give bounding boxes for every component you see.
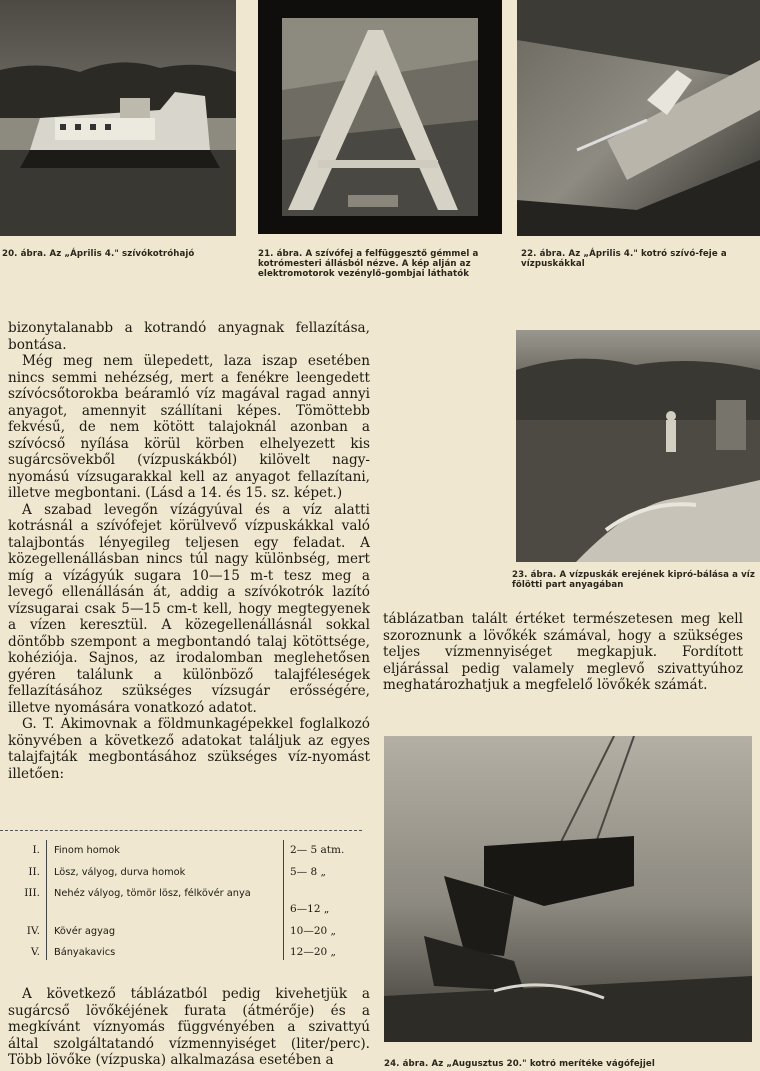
pressure-value: 5— 8 „ [290,866,326,878]
soil-type: Bányakavics [54,947,116,958]
figure-20-photo [0,0,236,236]
paragraph-2: Még meg nem ülepedett, laza iszap esetében nincs semmi nehézség, mert a fenékre leengedett szívócsőtorokba beáramló víz magával ragad annyi anyagot, amennyit szállítani képes. Tömöttebb fekvésű, de nem kötött talajoknál azonban a szívócső nyílása körül körben elhelyezett kis sugárcsövekből (vízpuskákból) kilövelt nagy-nyomású vízsugarakkal kell az anyagot fellazítani, illetve megbontani. (Lásd a 14. és 15. sz. képet.) [8,353,370,501]
figure-22-photo [517,0,760,236]
figure-21-caption: 21. ábra. A szívófej a felfüggesztő gémmel a kotrómesteri állásból nézve. A kép alján az elektromotorok vezénylő-gombjai láthatók [258,249,479,279]
row-number: V. [30,946,40,958]
paragraph-4: G. T. Akimovnak a földmunkagépekkel foglalkozó könyvében a következő adatokat találjuk az egyes talajfajták megbontásához szükséges víz-nyomást illetően: [8,716,370,782]
soil-type: Kövér agyag [54,926,116,937]
soil-type: Nehéz vályog, tömör lösz, félkövér anya [54,888,251,899]
paragraph-1: bizonytalanabb a kotrandó anyagnak fellazítása, bontása. [8,320,370,353]
pressure-value: 2— 5 atm. [290,844,345,856]
left-column-text-top [8,320,370,782]
table-row [0,844,370,862]
figure-23-photo [516,330,760,562]
figure-21-photo [258,0,502,234]
figure-20-caption: 20. ábra. Az „Április 4." szívókotróhajó [2,249,195,259]
table-row [0,866,370,884]
table-row [0,887,370,919]
figure-24-caption: 24. ábra. Az „Augusztus 20." kotró merítéke vágófejjel [384,1059,655,1069]
paragraph-3: A szabad levegőn vízágyúval és a víz alatti kotrásnál a szívófejet körülvevő vízpuskákkal való talajbontás lényegileg teljesen egy feladat. A közegellenállásban nincs túl nagy különbség, mert míg a vízágyúk sugara 10—15 m-t tesz meg a levegő ellenállásán át, addig a szívókotrók lazító vízsugarai csak 5—15 cm-t kell, hogy megtegyenek a vízen keresztül. A közegellenállásnál sokkal döntőbb szempont a megbontandó talaj kötöttsége, kohéziója. Sajnos, az irodalomban meglehetősen gyéren találunk a különböző talajféleségek fellazításához szükséges vízsugár erősségére, illetve nyomására vonatkozó adatot. [8,501,370,716]
pressure-value: 12—20 „ [290,946,336,958]
right-column-text [383,611,743,694]
table-row [0,925,370,943]
table-row [0,946,370,964]
paragraph-5: A következő táblázatból pedig kivehetjük a sugárcső lövőkéjének furata (átmérője) és a megkívánt víznyomás függvényében a szivattyú által szolgáltatandó vízmennyiséget (liter/perc). Több lövőke (vízpuska) alkalmazása esetében a [8,986,370,1068]
table-top-rule [0,830,362,831]
figure-24-photo [384,736,752,1042]
soil-type: Lösz, vályog, durva homok [54,867,186,878]
row-number: III. [24,887,40,899]
row-number: IV. [26,925,40,937]
row-number: II. [28,866,40,878]
figure-22-caption: 22. ábra. Az „Április 4." kotró szívó-feje a vízpuskákkal [521,249,727,269]
pressure-value: 6—12 „ [290,903,330,915]
figure-23-caption: 23. ábra. A vízpuskák erejének kipró-bálása a víz fölötti part anyagában [512,570,755,590]
soil-type: Finom homok [54,845,120,856]
left-column-text-bottom [8,986,370,1069]
pressure-value: 10—20 „ [290,925,336,937]
paragraph-right-1: táblázatban talált értéket természetesen meg kell szoroznunk a lövőkék számával, hogy a szükséges teljes vízmennyiséget megkapjuk. Fordított eljárással pedig valamely meglevő szivattyúhoz meghatározhatjuk a megfelelő lövőkék számát. [383,611,743,693]
row-number: I. [32,844,40,856]
